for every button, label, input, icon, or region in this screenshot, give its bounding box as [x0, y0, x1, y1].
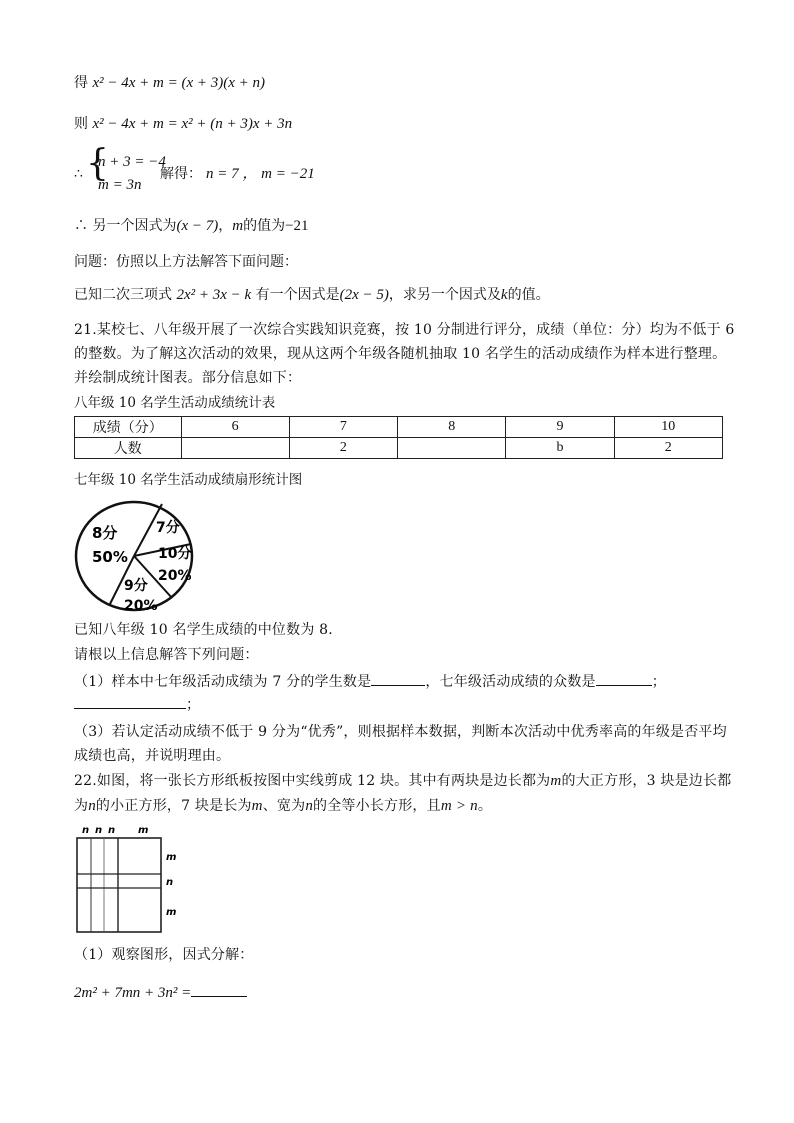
- fig-label-top-n1: n: [82, 825, 90, 836]
- table-header-cell: 6: [181, 417, 289, 438]
- pie-title: 七年级 10 名学生活动成绩扇形统计图: [74, 472, 303, 488]
- equation-1: x² − 4x + m = (x + 3)(x + n): [92, 75, 266, 91]
- table-cell: 人数: [75, 438, 182, 459]
- table-header-cell: 8: [398, 417, 506, 438]
- pie-pct-9: 20%: [124, 598, 158, 614]
- q21-line-1: 21.某校七、八年级开展了一次综合实践知识竞赛，按 10 分制进行评分，成绩（单位：分）均为不低于 6: [74, 322, 735, 338]
- therefore-symbol: ∴: [74, 166, 83, 182]
- pie-pct-10: 20%: [158, 568, 192, 584]
- system-eq-1: n + 3 = −4: [98, 154, 166, 170]
- q21-part3-line1: （3）若认定活动成绩不低于 9 分为“优秀”，则根据样本数据，判断本次活动中优秀率高的年级是否平均: [74, 724, 727, 740]
- table-cell: b: [506, 438, 614, 459]
- q22-line-1: 22.如图，将一张长方形纸板按图中实线剪成 12 块。其中有两块是边长都为m的大正方形，3 块是边长都: [74, 773, 732, 789]
- table-row: [75, 417, 723, 438]
- grade8-score-table: [74, 416, 723, 459]
- q22-part1: （1）观察图形，因式分解：: [74, 947, 254, 963]
- question-intro: 问题：仿照以上方法解答下面问题：: [74, 254, 298, 270]
- fig-label-right-m2: m: [166, 907, 177, 918]
- question-prompt: 已知二次三项式 2x² + 3x − k 有一个因式是(2x − 5)，求另一个因式及k的值。: [74, 287, 550, 303]
- q21-line-3: 并绘制成统计图表。部分信息如下：: [74, 370, 302, 386]
- q21-part1: （1）样本中七年级活动成绩为 7 分的学生数是 ，七年级活动成绩的众数是 ；: [74, 671, 666, 692]
- table-row: [75, 438, 723, 459]
- table-header-cell: 10: [614, 417, 722, 438]
- table-header-cell: 7: [289, 417, 397, 438]
- q22-factor-line: 2m² + 7mn + 3n² =: [74, 982, 247, 1003]
- solve-label: 解得：: [160, 166, 202, 182]
- q21-part3-line2: 成绩也高，并说明理由。: [74, 748, 231, 764]
- derivation-line-2: 则 x² − 4x + m = x² + (n + 3)x + 3n: [74, 116, 293, 132]
- left-brace: {: [86, 143, 109, 184]
- table-cell: 2: [614, 438, 722, 459]
- conclusion-line: ∴ 另一个因式为(x − 7)，m的值为−21: [74, 218, 309, 234]
- ask-line: 请根以上信息解答下列问题：: [74, 647, 259, 663]
- grade7-pie-chart: [72, 500, 202, 616]
- system-eq-2: m = 3n: [98, 177, 142, 193]
- fig-label-top-n2: n: [95, 825, 103, 836]
- answer-blank[interactable]: [191, 982, 247, 997]
- pie-label-7: 7分: [156, 520, 180, 536]
- q22-line-2: 为n的小正方形，7 块是长为m、宽为n的全等小长方形，且m > n。: [74, 798, 493, 814]
- answer-blank[interactable]: [596, 671, 652, 686]
- fig-label-right-n: n: [166, 877, 174, 888]
- rectangle-figure: [70, 822, 190, 938]
- table-cell: [181, 438, 289, 459]
- fig-label-top-n3: n: [108, 825, 116, 836]
- table-cell: 2: [289, 438, 397, 459]
- fig-label-top-m: m: [138, 825, 149, 836]
- q21-part1-cont: ；: [74, 694, 200, 715]
- equation-2: x² − 4x + m = x² + (n + 3)x + 3n: [92, 116, 293, 132]
- answer-blank[interactable]: [74, 694, 186, 709]
- table-cell: [398, 438, 506, 459]
- derivation-line-1: 得 x² − 4x + m = (x + 3)(x + n): [74, 75, 266, 91]
- outer-rectangle: [77, 838, 161, 932]
- median-note: 已知八年级 10 名学生成绩的中位数为 8.: [74, 622, 333, 638]
- table-header-cell: 成绩（分）: [75, 417, 182, 438]
- answer-blank[interactable]: [371, 671, 425, 686]
- solve-result: n = 7 ， m = −21: [206, 166, 315, 182]
- pie-label-9: 9分: [124, 578, 148, 594]
- q21-line-2: 的整数。为了解这次活动的效果，现从这两个年级各随机抽取 10 名学生的活动成绩作为样本进行整理。: [74, 346, 727, 362]
- pie-pct-8: 50%: [92, 548, 128, 566]
- fig-label-right-m1: m: [166, 852, 177, 863]
- pie-label-8: 8分: [92, 524, 118, 542]
- pie-label-10: 10分: [158, 546, 192, 562]
- table-header-cell: 9: [506, 417, 614, 438]
- table-title: 八年级 10 名学生活动成绩统计表: [74, 395, 276, 411]
